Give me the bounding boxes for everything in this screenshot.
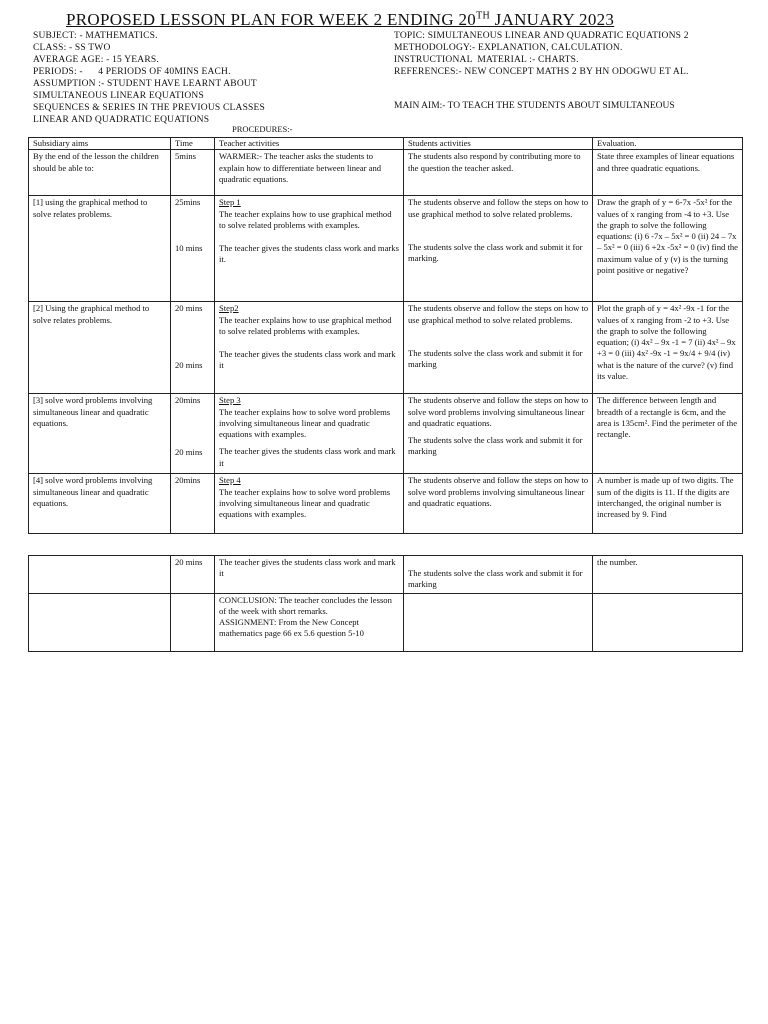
teacher-text: The teacher explains how to use graphical method to solve related problems with examples. — [219, 208, 392, 230]
page-title: PROPOSED LESSON PLAN FOR WEEK 2 ENDING 20TH JANUARY 2023 — [66, 10, 615, 29]
students-cell — [404, 394, 593, 474]
lesson-plan-continuation-table — [28, 555, 743, 652]
assignment-label: ASSIGNMENT: — [219, 617, 277, 628]
aim-cell: [4] solve word problems involving simultaneous linear and quadratic equations. — [29, 474, 171, 534]
evaluation-cell: State three examples of linear equations and three quadratic equations. — [593, 150, 743, 196]
time-value: 20 mins — [175, 303, 203, 314]
header-subsidiary-aims: Subsidiary aims — [29, 138, 171, 150]
warmer-label: WARMER:- — [219, 151, 262, 162]
students-cell: The students also respond by contributing more to the question the teacher asked. — [404, 150, 593, 196]
table-row — [29, 593, 743, 651]
teacher-text: The teacher explains how to solve word problems involving simultaneous linear and quadratic equations with examples. — [219, 406, 391, 440]
assignment-text: ASSIGNMENT: From the New Concept mathematics page 66 ex 5.6 question 5-10 — [219, 617, 364, 639]
evaluation-cell: Draw the graph of y = 6-7x -5x² for the values of x ranging from -4 to +3. Use the graph to solve the following equations: (i) 6 -7x – 5x² = 0 (ii) 24 – 7x – 5x² = 0 (iii) 6 +2x -5x² = 0 (iv) find the maximum value of y (v) is the turning point positive or negative? — [593, 196, 743, 302]
step-title: Step 4 — [219, 475, 241, 486]
teacher-text: The teacher gives the students class work and marks it. — [219, 243, 399, 265]
header-time: Time — [171, 138, 215, 150]
time-value: 20mins — [175, 395, 201, 406]
students-cell — [404, 196, 593, 302]
aim-cell — [29, 593, 171, 651]
procedures-label: PROCEDURES:- — [232, 124, 293, 134]
students-text: The students solve the class work and submit it for marking — [408, 568, 583, 590]
aim-cell — [29, 556, 171, 594]
references-line: REFERENCES:- NEW CONCEPT MATHS 2 BY HN ODOGWU ET AL. — [394, 67, 689, 77]
conclusion-text: CONCLUSION: The teacher concludes the lesson of the week with short remarks. — [219, 594, 392, 616]
evaluation-cell: the number. — [593, 556, 743, 594]
step-title: Step 1 — [219, 197, 241, 208]
lesson-plan-table — [28, 137, 743, 534]
header-evaluation: Evaluation. — [593, 138, 743, 150]
aim-cell: By the end of the lesson the children should be able to: — [29, 150, 171, 196]
teacher-cell — [215, 196, 404, 302]
time-cell — [171, 593, 215, 651]
students-cell — [404, 593, 593, 651]
time-value: 20 mins — [175, 359, 203, 370]
topic-line: TOPIC: SIMULTANEOUS LINEAR AND QUADRATIC EQUATIONS 2 — [394, 31, 689, 41]
students-text: The students observe and follow the steps on how to solve word problems involving simultaneous linear and quadratic equations. — [408, 395, 589, 428]
assumption-line: SEQUENCES & SERIES IN THE PREVIOUS CLASSES — [33, 103, 266, 113]
teacher-cell — [215, 474, 404, 534]
instructional-material-line: INSTRUCTIONAL MATERIAL :- CHARTS. — [394, 55, 579, 65]
teacher-text: The teacher gives the students class work and mark it — [219, 446, 396, 468]
table-row — [29, 302, 743, 394]
teacher-cell — [215, 394, 404, 474]
conclusion-label: CONCLUSION: — [219, 594, 277, 605]
table-row — [29, 196, 743, 302]
evaluation-cell — [593, 394, 743, 474]
header-students-activities: Students activities — [404, 138, 593, 150]
time-cell: 20 mins — [171, 556, 215, 594]
students-text: The students solve the class work and submit it for marking — [408, 435, 583, 457]
students-text: The students solve the class work and submit it for marking. — [408, 241, 583, 264]
students-cell — [404, 302, 593, 394]
teacher-cell — [215, 593, 404, 651]
aim-cell: [3] solve word problems involving simultaneous linear and quadratic equations. — [29, 394, 171, 474]
time-cell — [171, 196, 215, 302]
table-row — [29, 150, 743, 196]
teacher-cell — [215, 150, 404, 196]
lesson-meta-left — [33, 30, 383, 126]
table-header-row — [29, 138, 743, 150]
periods-line: PERIODS: - 4 PERIODS OF 40MINS EACH. — [33, 67, 231, 77]
table-row — [29, 556, 743, 594]
time-value: 10 mins — [175, 242, 203, 253]
students-text: The students observe and follow the steps on how to use graphical method to solve related problems. — [408, 303, 589, 325]
students-cell: The students observe and follow the steps on how to solve word problems involving simultaneous linear and quadratic equations. — [404, 474, 593, 534]
assumption-line: SIMULTANEOUS LINEAR EQUATIONS — [33, 91, 204, 101]
table-row — [29, 474, 743, 534]
time-cell — [171, 302, 215, 394]
aim-cell: [2] Using the graphical method to solve relates problems. — [29, 302, 171, 394]
step-title: Step2 — [219, 303, 239, 314]
students-text: The students observe and follow the steps on how to use graphical method to solve related problems. — [408, 197, 589, 219]
time-value: 25mins — [175, 197, 201, 208]
evaluation-cell — [593, 593, 743, 651]
class-line: CLASS: - SS TWO — [33, 43, 111, 53]
teacher-cell — [215, 302, 404, 394]
evaluation-text: The difference between length and breadth of a rectangle is 6cm, and the area is 135cm². Find the perimeter of the rectangle. — [597, 395, 738, 440]
header-teacher-activities: Teacher activities — [215, 138, 404, 150]
time-cell — [171, 394, 215, 474]
main-aim: MAIN AIM:- TO TEACH THE STUDENTS ABOUT SIMULTANEOUS — [394, 101, 675, 111]
evaluation-cell: Plot the graph of y = 4x² -9x -1 for the values of x ranging from -2 to +3. Use the graph to solve the following equation; (i) 4x² – 9x -1 = 7 (ii) 4x² – 9x +3 = 0 (iii) 4x² -9x -1 = 9x/4 + 9/4 (iv) what is the nature of the curve? (v) find its value. — [593, 302, 743, 394]
lesson-meta-right — [394, 30, 754, 78]
warmer-text: The teacher asks the students to explain how to differentiate between linear and quadratic equations. — [219, 151, 382, 184]
step-title: Step 3 — [219, 395, 241, 406]
assumption-line: ASSUMPTION :- STUDENT HAVE LEARNT ABOUT — [33, 79, 257, 89]
table-row — [29, 394, 743, 474]
students-cell — [404, 556, 593, 594]
teacher-text: The teacher explains how to use graphical method to solve related problems with examples. — [219, 314, 392, 336]
methodology-line: METHODOLOGY:- EXPLANATION, CALCULATION. — [394, 43, 623, 53]
teacher-text: The teacher gives the students class work and mark it — [219, 349, 396, 371]
average-age-line: AVERAGE AGE: - 15 YEARS. — [33, 55, 159, 65]
teacher-cell: The teacher gives the students class work and mark it — [215, 556, 404, 594]
assumption-line: LINEAR AND QUADRATIC EQUATIONS — [33, 115, 210, 125]
students-text: The students solve the class work and submit it for marking — [408, 347, 583, 370]
subject-line: SUBJECT: - MATHEMATICS. — [33, 31, 158, 41]
aim-cell: [1] using the graphical method to solve relates problems. — [29, 196, 171, 302]
time-cell: 5mins — [171, 150, 215, 196]
time-value: 20 mins — [175, 446, 203, 457]
evaluation-cell: A number is made up of two digits. The sum of the digits is 11. If the digits are interchanged, the original number is increased by 9. Find — [593, 474, 743, 534]
teacher-text: The teacher explains how to solve word problems involving simultaneous linear and quadratic equations with examples. — [219, 486, 391, 520]
time-cell: 20mins — [171, 474, 215, 534]
